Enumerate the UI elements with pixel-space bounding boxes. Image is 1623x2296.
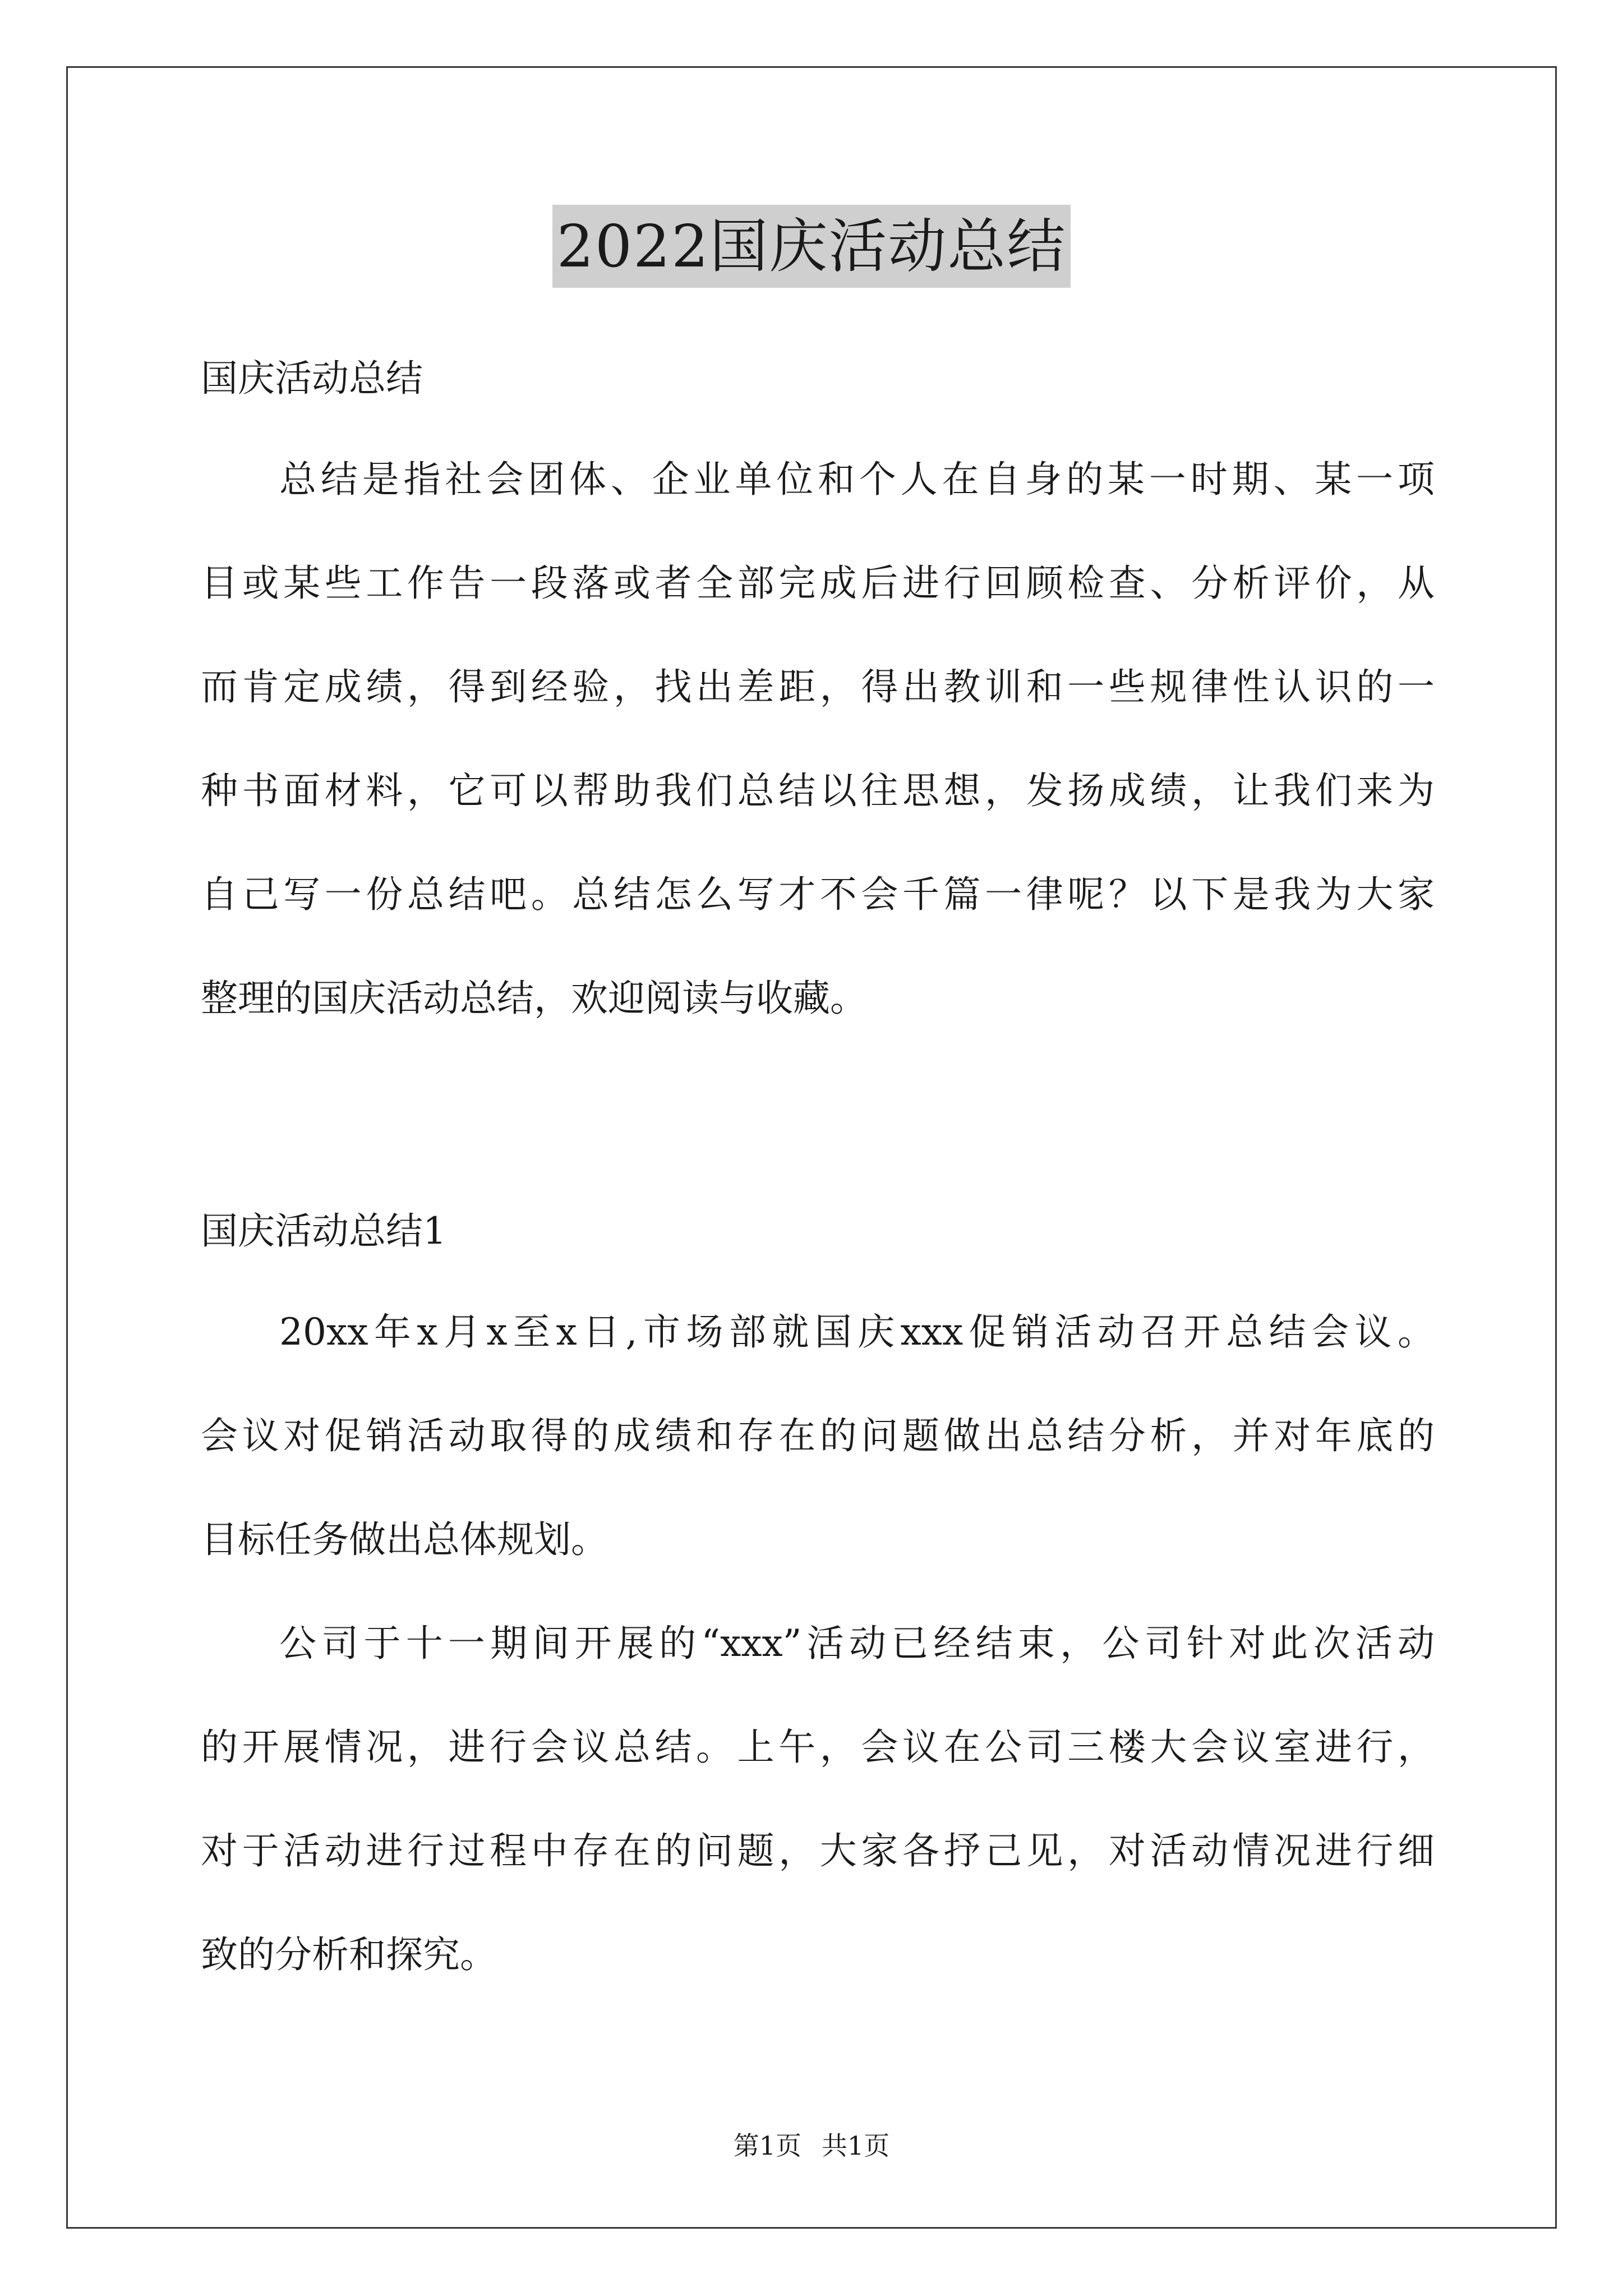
intro-line: 种书面材料，它可以帮助我们总结以往思想，发扬成绩，让我们来为 bbox=[201, 769, 1435, 812]
paragraph-line: 致的分析和探究。 bbox=[201, 1933, 497, 1976]
title-container bbox=[0, 205, 1623, 288]
intro-line: 自己写一份总结吧。总结怎么写才不会千篇一律呢？以下是我为大家 bbox=[201, 873, 1435, 916]
intro-line: 目或某些工作告一段落或者全部完成后进行回顾检查、分析评价，从 bbox=[201, 562, 1435, 605]
paragraph-line: 公司于十一期间开展的“xxx”活动已经结束，公司针对此次活动 bbox=[279, 1622, 1435, 1665]
page-number-current: 第1页 bbox=[733, 2131, 801, 2161]
paragraph-line: 的开展情况，进行会议总结。上午，会议在公司三楼大会议室进行， bbox=[201, 1726, 1435, 1769]
paragraph-line: 20xx年x月x至x日,市场部就国庆xxx促销活动召开总结会议。 bbox=[279, 1310, 1435, 1354]
intro-line: 总结是指社会团体、企业单位和个人在自身的某一时期、某一项 bbox=[279, 458, 1435, 501]
paragraph-line: 对于活动进行过程中存在的问题，大家各抒己见，对活动情况进行细 bbox=[201, 1829, 1435, 1872]
intro-line: 整理的国庆活动总结，欢迎阅读与收藏。 bbox=[201, 977, 867, 1020]
page-footer bbox=[0, 2129, 1623, 2162]
section-heading: 国庆活动总结1 bbox=[201, 1209, 446, 1253]
page-number-total: 共1页 bbox=[822, 2131, 890, 2161]
paragraph-line: 目标任务做出总体规划。 bbox=[201, 1518, 608, 1561]
document-subtitle: 国庆活动总结 bbox=[201, 357, 423, 400]
document-title: 2022国庆活动总结 bbox=[552, 205, 1071, 288]
paragraph-line: 会议对促销活动取得的成绩和存在的问题做出总结分析，并对年底的 bbox=[201, 1414, 1435, 1457]
intro-line: 而肯定成绩，得到经验，找出差距，得出教训和一些规律性认识的一 bbox=[201, 665, 1435, 708]
